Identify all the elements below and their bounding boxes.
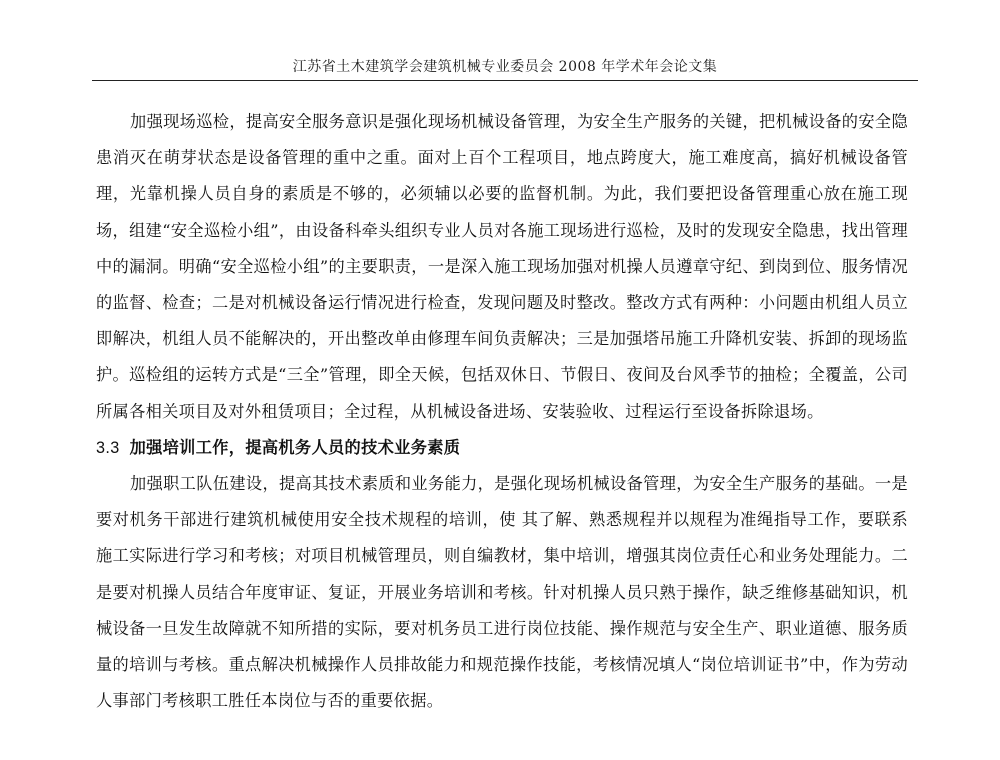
running-header: 江苏省土木建筑学会建筑机械专业委员会 2008 年学术年会论文集 [292,59,718,75]
paragraph-training: 加强职工队伍建设，提高其技术素质和业务能力，是强化现场机械设备管理，为安全生产服务的基础。一是要对机务干部进行建筑机械使用安全技术规程的培训，使 其了解、熟悉规程并以规程为准绳指导工作，要联系施工实际进行学习和考核；对项目机械管理员，则自编教材，集中培训，增强其岗位责任心和业务处理能力。二是要对机操人员结合年度审证、复证，开展业务培训和考核。针对机操人员只熟于操作，缺乏维修基础知识，机械设备一旦发生故障就不知所措的实际，要对机务员工进行岗位技能、操作规范与安全生产、职业道德、服务质量的培训与考核。重点解决机械操作人员排故能力和规范操作技能，考核情况填人“岗位培训证书”中，作为劳动人事部门考核职工胜任本岗位与否的重要依据。 [96,474,908,711]
paragraph-inspection: 加强现场巡检，提高安全服务意识是强化现场机械设备管理，为安全生产服务的关键，把机械设备的安全隐患消灭在萌芽状态是设备管理的重中之重。面对上百个工程项目，地点跨度大，施工难度高，搞好机械设备管理，光靠机操人员自身的素质是不够的，必须辅以必要的监督机制。为此，我们要把设备管理重心放在施工现场，组建“安全巡检小组”，由设备科牵头组织专业人员对各施工现场进行巡检，及时的发现安全隐患，找出管理中的漏洞。明确“安全巡检小组”的主要职责，一是深入施工现场加强对机操人员遵章守纪、到岗到位、服务情况的监督、检查；二是对机械设备运行情况进行检查，发现问题及时整改。整改方式有两种：小问题由机组人员立即解决，机组人员不能解决的，开出整改单由修理车间负责解决；三是加强塔吊施工升降机安装、拆卸的现场监护。巡检组的运转方式是“三全”管理，即全天候，包括双休日、节假日、夜间及台风季节的抽检；全覆盖，公司所属各相关项目及对外租赁项目；全过程，从机械设备进场、安装验收、过程运行至设备拆除退场。 [96,112,908,421]
body-text [96,104,908,719]
section-heading [96,430,908,466]
section-number: 3.3 [96,438,120,457]
section-title: 加强培训工作，提高机务人员的技术业务素质 [129,437,461,457]
header-rule [92,80,918,81]
